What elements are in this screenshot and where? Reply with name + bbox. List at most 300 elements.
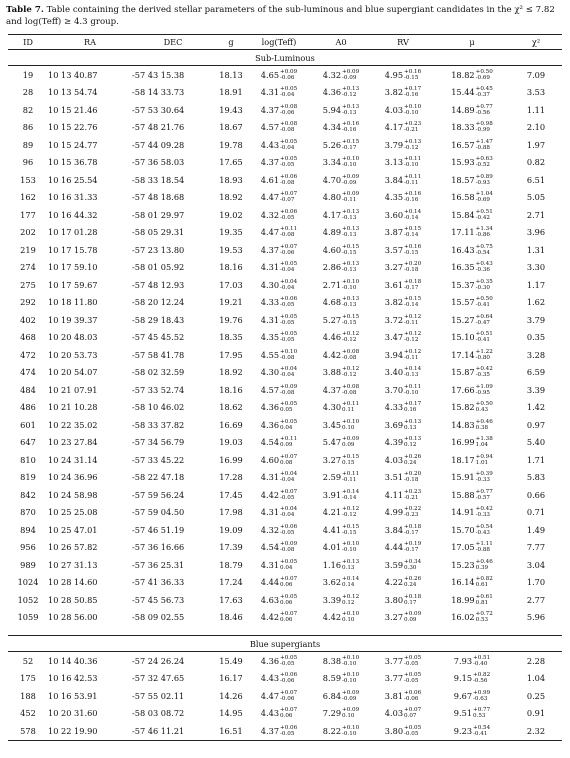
table-cell bbox=[310, 259, 372, 277]
table-cell: 19 bbox=[22, 69, 34, 80]
table-row bbox=[8, 652, 562, 670]
lower-error: -0.14 bbox=[404, 214, 419, 221]
table-cell bbox=[310, 206, 372, 224]
table-cell bbox=[372, 224, 434, 242]
table-cell: 10 20 53.73 bbox=[48, 349, 98, 360]
cell-uncertainty bbox=[476, 209, 493, 221]
cell-value: 3.45 bbox=[322, 419, 342, 430]
lower-error: 1.01 bbox=[475, 459, 489, 466]
cell-uncertainty bbox=[342, 139, 359, 151]
upper-error: +0.10 bbox=[342, 418, 360, 425]
cell-value: 17.66 bbox=[451, 384, 475, 395]
lower-error: -0.06 bbox=[280, 109, 295, 116]
lower-error: 0.07 bbox=[404, 713, 417, 720]
lower-error: 0.14 bbox=[342, 582, 355, 589]
table-cell: -57 46 11.21 bbox=[132, 725, 185, 736]
upper-error: +0.11 bbox=[280, 226, 298, 233]
cell-uncertainty bbox=[280, 489, 297, 501]
cell-value: 8.59 bbox=[322, 673, 342, 684]
upper-error: +0.11 bbox=[280, 436, 298, 443]
cell-value: 3.61 bbox=[384, 279, 404, 290]
table-cell: 19.02 bbox=[219, 209, 243, 220]
upper-error: +1.11 bbox=[475, 541, 493, 548]
cell-uncertainty bbox=[476, 226, 493, 238]
table-cell: 19.43 bbox=[219, 104, 243, 115]
table-cell: 10 24 31.14 bbox=[48, 454, 98, 465]
cell-value: 3.57 bbox=[384, 244, 404, 255]
table-cell: 10 20 48.03 bbox=[48, 332, 98, 343]
table-cell: 468 bbox=[20, 332, 36, 343]
lower-error: -0.36 bbox=[475, 267, 490, 274]
upper-error: +0.14 bbox=[404, 366, 422, 373]
table-cell bbox=[372, 451, 434, 469]
table-cell: 16.51 bbox=[219, 725, 243, 736]
table-cell: 17.24 bbox=[219, 577, 243, 588]
cell-uncertainty bbox=[476, 314, 493, 326]
table-cell bbox=[248, 670, 310, 688]
table-cell: -58 20 12.24 bbox=[132, 297, 185, 308]
table-cell bbox=[372, 591, 434, 609]
cell-value: 4.34 bbox=[322, 122, 342, 133]
cell-value: 4.57 bbox=[260, 122, 280, 133]
table-cell: 86 bbox=[22, 122, 34, 133]
lower-error: -0.16 bbox=[404, 197, 419, 204]
lower-error: 0.06 bbox=[280, 617, 293, 624]
table-cell bbox=[310, 241, 372, 259]
table-cell: -58 10 46.02 bbox=[132, 402, 185, 413]
cell-value: 17.14 bbox=[451, 349, 475, 360]
upper-error: +0.18 bbox=[404, 278, 422, 285]
cell-uncertainty bbox=[404, 690, 421, 702]
cell-uncertainty bbox=[342, 366, 359, 378]
upper-error: +0.12 bbox=[342, 331, 360, 338]
table-cell bbox=[372, 259, 434, 277]
cell-value: 3.82 bbox=[384, 87, 404, 98]
lower-error: -0.09 bbox=[342, 179, 357, 186]
cell-value: 4.42 bbox=[260, 612, 280, 623]
lower-error: -0.16 bbox=[404, 92, 419, 99]
table-cell: 842 bbox=[20, 489, 36, 500]
cell-uncertainty bbox=[280, 279, 297, 291]
cell-uncertainty bbox=[476, 366, 493, 378]
cell-value: 15.10 bbox=[451, 332, 475, 343]
upper-error: +0.10 bbox=[342, 541, 360, 548]
lower-error: -0.10 bbox=[342, 678, 357, 685]
cell-uncertainty bbox=[342, 436, 359, 448]
lower-error: -0.05 bbox=[280, 660, 295, 667]
cell-value: 3.27 bbox=[322, 454, 342, 465]
cell-uncertainty bbox=[476, 384, 493, 396]
table-cell bbox=[248, 399, 310, 417]
table-cell: 275 bbox=[20, 279, 36, 290]
lower-error: 0.06 bbox=[280, 582, 293, 589]
cell-uncertainty bbox=[404, 156, 421, 168]
table-cell: 10 15 36.78 bbox=[48, 157, 98, 168]
cell-uncertainty bbox=[476, 279, 493, 291]
upper-error: +1.34 bbox=[475, 226, 493, 233]
table-cell: 3.96 bbox=[526, 227, 546, 238]
cell-uncertainty bbox=[280, 331, 297, 343]
table-cell: 1.70 bbox=[526, 577, 546, 588]
cell-uncertainty bbox=[280, 139, 297, 151]
upper-error: +0.50 bbox=[475, 401, 493, 408]
table-cell bbox=[434, 722, 510, 740]
cell-uncertainty bbox=[342, 244, 359, 256]
table-cell: -58 05 29.31 bbox=[132, 227, 185, 238]
table-cell: 28 bbox=[22, 87, 34, 98]
lower-error: 0.05 bbox=[280, 407, 293, 414]
table-cell: -57 58 41.78 bbox=[132, 349, 185, 360]
table-cell: 3.04 bbox=[526, 559, 546, 570]
table-cell bbox=[372, 154, 434, 172]
table-cell bbox=[310, 609, 372, 627]
lower-error: -0.10 bbox=[342, 284, 357, 291]
table-cell: 1.62 bbox=[526, 297, 546, 308]
cell-value: 4.54 bbox=[260, 437, 280, 448]
table-cell: 6.59 bbox=[526, 367, 546, 378]
table-cell bbox=[434, 84, 510, 102]
cell-uncertainty bbox=[476, 156, 493, 168]
cell-uncertainty bbox=[404, 672, 421, 684]
cell-value: 4.60 bbox=[260, 454, 280, 465]
table-cell bbox=[248, 171, 310, 189]
upper-error: +0.09 bbox=[404, 611, 422, 618]
table-cell bbox=[310, 521, 372, 539]
table-cell: 1.04 bbox=[526, 673, 546, 684]
cell-uncertainty bbox=[342, 559, 359, 571]
upper-error: +0.09 bbox=[280, 383, 298, 390]
cell-value: 4.17 bbox=[322, 209, 342, 220]
upper-error: +0.42 bbox=[475, 506, 493, 513]
cell-uncertainty bbox=[476, 244, 493, 256]
cell-value: 15.93 bbox=[451, 157, 475, 168]
cell-value: 4.03 bbox=[384, 708, 404, 719]
table-cell bbox=[434, 136, 510, 154]
lower-error: 0.04 bbox=[280, 424, 293, 431]
cell-value: 4.37 bbox=[322, 384, 342, 395]
table-cell bbox=[434, 609, 510, 627]
upper-error: +0.10 bbox=[342, 724, 360, 731]
lower-error: -0.08 bbox=[280, 127, 295, 134]
table-cell bbox=[248, 154, 310, 172]
caption-text: Table containing the derived stellar parameters of the sub-luminous and blue supergiant candidates in the χ² ≤ 7.82 and log(Teff) ≥ 4.3 group. bbox=[6, 5, 555, 27]
table-cell: 17.03 bbox=[219, 279, 243, 290]
lower-error: -0.06 bbox=[280, 74, 295, 81]
upper-error: +0.05 bbox=[280, 313, 298, 320]
upper-error: +0.11 bbox=[404, 156, 422, 163]
table-cell bbox=[248, 381, 310, 399]
cell-value: 4.36 bbox=[260, 655, 280, 666]
cell-value: 4.54 bbox=[260, 542, 280, 553]
table-cell: 5.96 bbox=[526, 612, 546, 623]
table-cell: 819 bbox=[20, 472, 36, 483]
table-cell bbox=[248, 416, 310, 434]
table-cell: -57 36 25.31 bbox=[132, 559, 185, 570]
table-cell bbox=[248, 451, 310, 469]
table-cell bbox=[372, 416, 434, 434]
lower-error: 0.04 bbox=[280, 564, 293, 571]
cell-value: 3.27 bbox=[384, 612, 404, 623]
upper-error: +0.12 bbox=[342, 366, 360, 373]
cell-value: 4.55 bbox=[260, 349, 280, 360]
cell-uncertainty bbox=[342, 86, 359, 98]
table-cell: -57 36 16.66 bbox=[132, 542, 185, 553]
upper-error: +0.04 bbox=[280, 506, 298, 513]
table-cell: -57 48 18.68 bbox=[132, 192, 185, 203]
lower-error: -0.30 bbox=[475, 284, 490, 291]
cell-uncertainty bbox=[404, 139, 421, 151]
cell-uncertainty bbox=[476, 524, 493, 536]
table-row bbox=[8, 556, 562, 574]
lower-error: -0.15 bbox=[342, 319, 357, 326]
cell-uncertainty bbox=[280, 261, 297, 273]
cell-value: 4.46 bbox=[322, 332, 342, 343]
cell-value: 4.31 bbox=[260, 559, 280, 570]
cell-value: 3.62 bbox=[322, 577, 342, 588]
upper-error: +0.04 bbox=[280, 366, 298, 373]
upper-error: +0.26 bbox=[404, 576, 422, 583]
table-row bbox=[8, 705, 562, 723]
table-cell: 10 27 31.13 bbox=[48, 559, 98, 570]
table-cell: 3.53 bbox=[526, 87, 546, 98]
cell-value: 9.15 bbox=[453, 673, 473, 684]
table-cell bbox=[248, 556, 310, 574]
cell-uncertainty bbox=[280, 366, 297, 378]
cell-uncertainty bbox=[404, 401, 421, 413]
cell-uncertainty bbox=[404, 226, 421, 238]
table-cell bbox=[372, 189, 434, 207]
table-cell: 1052 bbox=[17, 594, 39, 605]
lower-error: -0.08 bbox=[280, 547, 295, 554]
upper-error: +0.09 bbox=[342, 191, 360, 198]
cell-value: 4.43 bbox=[260, 708, 280, 719]
table-cell: 1024 bbox=[17, 577, 39, 588]
table-cell bbox=[434, 259, 510, 277]
cell-uncertainty bbox=[473, 672, 490, 684]
lower-error: -0.56 bbox=[473, 678, 488, 685]
table-cell: 3.28 bbox=[526, 349, 546, 360]
table-row bbox=[8, 294, 562, 312]
upper-error: +0.13 bbox=[342, 226, 360, 233]
table-cell bbox=[248, 276, 310, 294]
table-cell: -57 23 13.80 bbox=[132, 244, 185, 255]
lower-error: 0.09 bbox=[342, 442, 355, 449]
upper-error: +0.13 bbox=[342, 86, 360, 93]
cell-value: 17.05 bbox=[451, 542, 475, 553]
table-cell: 162 bbox=[20, 192, 36, 203]
cell-value: 14.91 bbox=[451, 507, 475, 518]
table-cell: 96 bbox=[22, 157, 34, 168]
lower-error: 0.17 bbox=[404, 599, 417, 606]
table-cell: 17.63 bbox=[219, 594, 243, 605]
table-cell bbox=[310, 346, 372, 364]
cell-value: 3.70 bbox=[384, 384, 404, 395]
upper-error: +0.06 bbox=[404, 689, 422, 696]
upper-error: +0.06 bbox=[280, 173, 298, 180]
cell-value: 16.57 bbox=[451, 139, 475, 150]
table-cell: -57 32 47.65 bbox=[132, 673, 185, 684]
table-cell bbox=[310, 705, 372, 723]
table-cell: 175 bbox=[20, 673, 36, 684]
cell-uncertainty bbox=[342, 191, 359, 203]
table-bottom-rule bbox=[8, 740, 562, 741]
cell-uncertainty bbox=[476, 86, 493, 98]
table-cell: 10 21 10.28 bbox=[48, 402, 98, 413]
upper-error: +0.05 bbox=[280, 558, 298, 565]
cell-value: 4.33 bbox=[260, 297, 280, 308]
lower-error: -0.04 bbox=[280, 284, 295, 291]
lower-error: -0.13 bbox=[342, 109, 357, 116]
cell-value: 4.37 bbox=[260, 157, 280, 168]
table-cell bbox=[434, 434, 510, 452]
table-cell bbox=[372, 504, 434, 522]
table-cell: 10 16 53.91 bbox=[48, 690, 98, 701]
lower-error: -0.05 bbox=[280, 494, 295, 501]
lower-error: -0.12 bbox=[342, 512, 357, 519]
cell-value: 3.34 bbox=[322, 157, 342, 168]
upper-error: +0.15 bbox=[404, 296, 422, 303]
lower-error: -0.05 bbox=[280, 302, 295, 309]
table-cell bbox=[372, 276, 434, 294]
table-cell: 601 bbox=[20, 419, 36, 430]
upper-error: +0.07 bbox=[280, 453, 298, 460]
table-cell: 18.91 bbox=[219, 87, 243, 98]
cell-uncertainty bbox=[476, 506, 493, 518]
table-cell bbox=[434, 189, 510, 207]
table-cell bbox=[372, 521, 434, 539]
cell-uncertainty bbox=[342, 349, 359, 361]
cell-uncertainty bbox=[404, 174, 421, 186]
table-cell bbox=[310, 486, 372, 504]
table-row bbox=[8, 171, 562, 189]
cell-uncertainty bbox=[342, 261, 359, 273]
group-header-row bbox=[8, 50, 562, 66]
cell-value: 4.36 bbox=[260, 402, 280, 413]
table-cell: -58 22 47.18 bbox=[132, 472, 185, 483]
lower-error: -0.08 bbox=[342, 389, 357, 396]
table-cell bbox=[310, 154, 372, 172]
column-header: g bbox=[214, 35, 248, 50]
cell-uncertainty bbox=[280, 655, 297, 667]
table-cell: 989 bbox=[20, 559, 36, 570]
table-cell bbox=[248, 574, 310, 592]
upper-error: +0.16 bbox=[404, 68, 422, 75]
table-cell: 10 28 56.00 bbox=[48, 612, 98, 623]
lower-error: -0.10 bbox=[404, 389, 419, 396]
cell-value: 5.26 bbox=[322, 139, 342, 150]
lower-error: -0.56 bbox=[475, 109, 490, 116]
table-cell bbox=[434, 539, 510, 557]
table-cell: 10 22 35.02 bbox=[48, 419, 98, 430]
cell-value: 18.17 bbox=[451, 454, 475, 465]
table-cell bbox=[310, 504, 372, 522]
table-cell bbox=[372, 434, 434, 452]
lower-error: -0.04 bbox=[280, 144, 295, 151]
cell-uncertainty bbox=[280, 314, 297, 326]
table-cell bbox=[248, 346, 310, 364]
table-cell: 10 25 47.01 bbox=[48, 524, 98, 535]
table-cell bbox=[310, 722, 372, 740]
table-cell bbox=[310, 189, 372, 207]
lower-error: 0.10 bbox=[342, 617, 355, 624]
table-cell bbox=[372, 101, 434, 119]
table-cell bbox=[310, 329, 372, 347]
table-cell bbox=[372, 469, 434, 487]
cell-uncertainty bbox=[280, 191, 297, 203]
cell-uncertainty bbox=[404, 489, 421, 501]
table-cell bbox=[310, 652, 372, 670]
upper-error: +0.77 bbox=[473, 707, 491, 714]
table-cell: 10 18 11.80 bbox=[48, 297, 98, 308]
cell-uncertainty bbox=[280, 506, 297, 518]
cell-uncertainty bbox=[342, 489, 359, 501]
lower-error: -0.09 bbox=[342, 74, 357, 81]
cell-uncertainty bbox=[404, 506, 421, 518]
upper-error: +0.12 bbox=[342, 506, 360, 513]
table-cell bbox=[310, 574, 372, 592]
lower-error: -0.04 bbox=[280, 512, 295, 519]
lower-error: -0.95 bbox=[475, 389, 490, 396]
table-cell: 18.16 bbox=[219, 262, 243, 273]
table-cell bbox=[372, 311, 434, 329]
lower-error: 0.09 bbox=[404, 617, 417, 624]
lower-error: 0.06 bbox=[280, 599, 293, 606]
cell-value: 16.99 bbox=[451, 437, 475, 448]
lower-error: -0.86 bbox=[475, 232, 490, 239]
table-cell: 10 23 27.84 bbox=[48, 437, 98, 448]
column-header: χ² bbox=[510, 35, 562, 50]
lower-error: -0.13 bbox=[342, 214, 357, 221]
upper-error: +0.12 bbox=[404, 313, 422, 320]
table-cell: -58 09 02.55 bbox=[132, 612, 185, 623]
cell-uncertainty bbox=[342, 471, 359, 483]
lower-error: -0.18 bbox=[404, 477, 419, 484]
upper-error: +0.13 bbox=[342, 296, 360, 303]
table-cell: 177 bbox=[20, 209, 36, 220]
lower-error: -0.05 bbox=[280, 730, 295, 737]
cell-value: 4.31 bbox=[260, 87, 280, 98]
lower-error: -0.15 bbox=[342, 249, 357, 256]
upper-error: +0.82 bbox=[473, 672, 491, 679]
table-cell bbox=[372, 206, 434, 224]
cell-value: 4.44 bbox=[384, 542, 404, 553]
table-cell bbox=[434, 705, 510, 723]
table-row bbox=[8, 189, 562, 207]
table-header-row bbox=[8, 35, 562, 50]
upper-error: +0.12 bbox=[404, 348, 422, 355]
cell-value: 4.31 bbox=[260, 314, 280, 325]
column-header: RA bbox=[48, 35, 132, 50]
lower-error: -0.10 bbox=[342, 660, 357, 667]
table-cell bbox=[372, 294, 434, 312]
upper-error: +0.35 bbox=[475, 278, 493, 285]
upper-error: +0.04 bbox=[280, 471, 298, 478]
upper-error: +0.50 bbox=[475, 68, 493, 75]
upper-error: +0.54 bbox=[475, 523, 493, 530]
table-cell bbox=[434, 311, 510, 329]
table-cell: 18.92 bbox=[219, 367, 243, 378]
cell-value: 4.99 bbox=[384, 507, 404, 518]
cell-value: 4.01 bbox=[322, 542, 342, 553]
upper-error: +0.05 bbox=[280, 331, 298, 338]
table-cell: 10 16 42.53 bbox=[48, 673, 98, 684]
table-cell: 10 17 59.10 bbox=[48, 262, 98, 273]
lower-error: -0.14 bbox=[404, 232, 419, 239]
lower-error: 0.13 bbox=[342, 564, 355, 571]
cell-value: 4.32 bbox=[260, 209, 280, 220]
upper-error: +0.08 bbox=[280, 103, 298, 110]
cell-uncertainty bbox=[280, 707, 297, 719]
